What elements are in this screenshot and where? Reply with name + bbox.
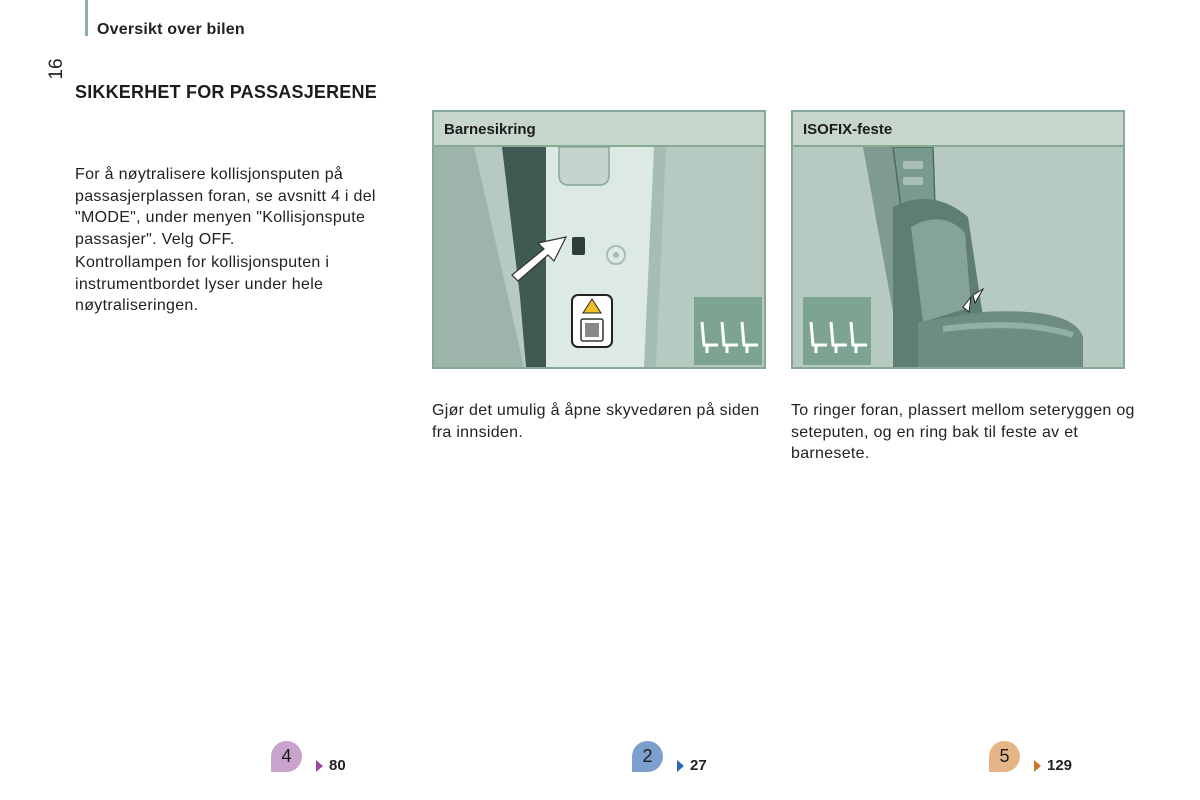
main-heading: SIKKERHET FOR PASSASJERENE [75,82,377,102]
caption-isofix: To ringer foran, plassert mellom seteryggen og seteputen, og en ring bak til feste av et barnesete. [791,402,1135,462]
panel-isofix [791,110,1125,369]
chapter-badge-2: 2 [632,741,663,772]
paragraph-airbag-neutralize: For å nøytralisere kollisjonsputen på passasjerplassen foran, se avsnitt 4 i del "MODE", under menyen "Kollisjonspute passasjer". Velg OFF. [75,166,376,248]
chapter-badge-5: 5 [989,741,1020,772]
reference-page-number: 27 [690,757,707,774]
triangle-right-icon [677,760,684,772]
reference-page-number: 129 [1047,757,1073,774]
triangle-right-icon [1034,760,1041,772]
panel-title-child-lock: Barnesikring [434,112,764,147]
panel-title-isofix: ISOFIX-feste [793,112,1123,147]
chapter-badge-4: 4 [271,741,302,772]
triangle-right-icon [316,760,323,772]
child-lock-illustration [434,147,764,367]
section-title: Oversikt over bilen [97,21,245,38]
reference-page-number: 80 [329,757,346,774]
sidebar-rule [85,0,88,36]
paragraph-warning-lamp: Kontrollampen for kollisjonsputen i instrumentbordet lyser under hele nøytraliseringen. [75,254,330,314]
page-number: 16 [46,58,67,80]
caption-child-lock: Gjør det umulig å åpne skyvedøren på siden fra innsiden. [432,402,760,441]
panel-child-lock [432,110,766,369]
isofix-illustration [793,147,1123,367]
